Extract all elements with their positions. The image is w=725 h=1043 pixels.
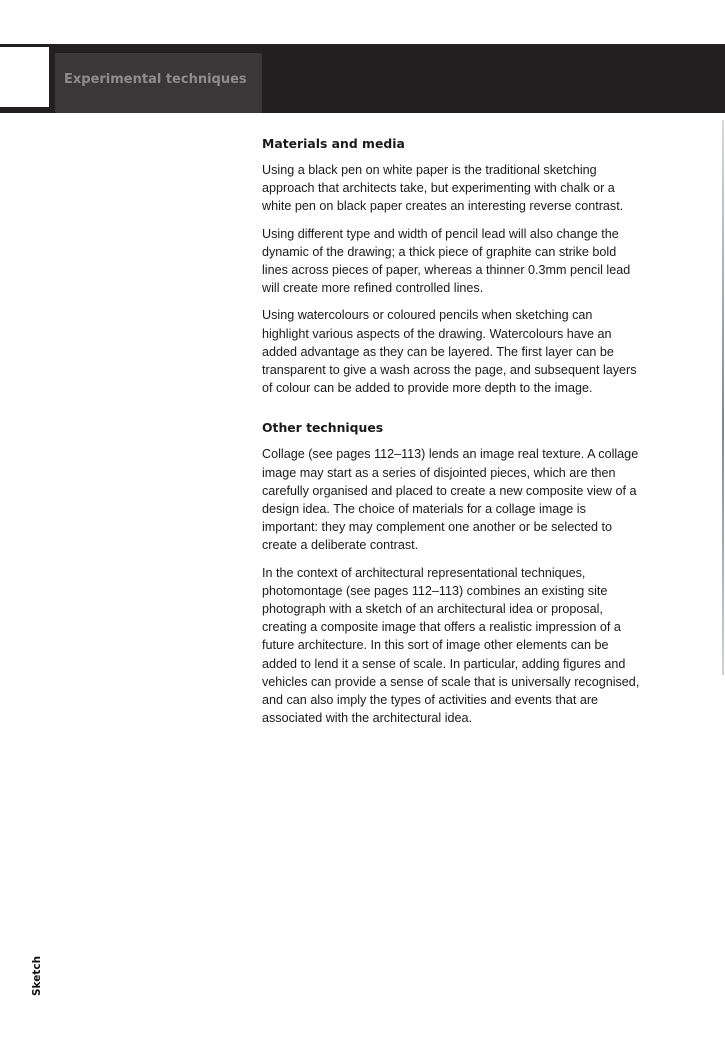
page-edge-tab	[0, 44, 52, 110]
paragraph: Using different type and width of pencil lead will also change the dynamic of the drawing; a thick piece of graphite can strike bold lines across pieces of paper, whereas a thinner 0.3mm pencil lead will create more refined controlled lines.	[262, 226, 631, 296]
section-heading: Other techniques	[262, 420, 384, 436]
paragraph: Collage (see pages 112–113) lends an image real texture. A collage image may start as a series of disjointed pieces, which are then carefully organised and placed to create a new composite view of a design idea. The choice of materials for a collage image is important: they may complement one another or be selected to create a deliberate contrast.	[262, 447, 639, 553]
body-text	[262, 136, 640, 736]
section-heading: Materials and media	[262, 136, 405, 151]
chapter-title: Experimental techniques	[64, 72, 247, 87]
paragraph: In the context of architectural representational techniques, photomontage (see pages 112–113) combines an existing site photograph with a sketch of an architectural idea or proposal, creating a composite image that offers a realistic impression of a future architecture. In this sort of image other elements can be added to lend it a sense of scale. In particular, adding figures and vehicles can provide a sense of scale that is universally recognised, and can also imply the types of activities and events that are associated with the architectural idea.	[262, 565, 640, 726]
facing-page-edge	[722, 120, 724, 675]
section-label: Sketch	[31, 955, 43, 996]
paragraph: Using a black pen on white paper is the traditional sketching approach that architects take, but experimenting with chalk or a white pen on black paper creates an interesting reverse contrast.	[262, 163, 624, 214]
paragraph: Using watercolours or coloured pencils when sketching can highlight various aspects of the drawing. Watercolours have an added advantage as they can be layered. The first layer can be transparent to give a wash across the page, and subsequent layers of colour can be added to provide more depth to the image.	[262, 308, 637, 396]
